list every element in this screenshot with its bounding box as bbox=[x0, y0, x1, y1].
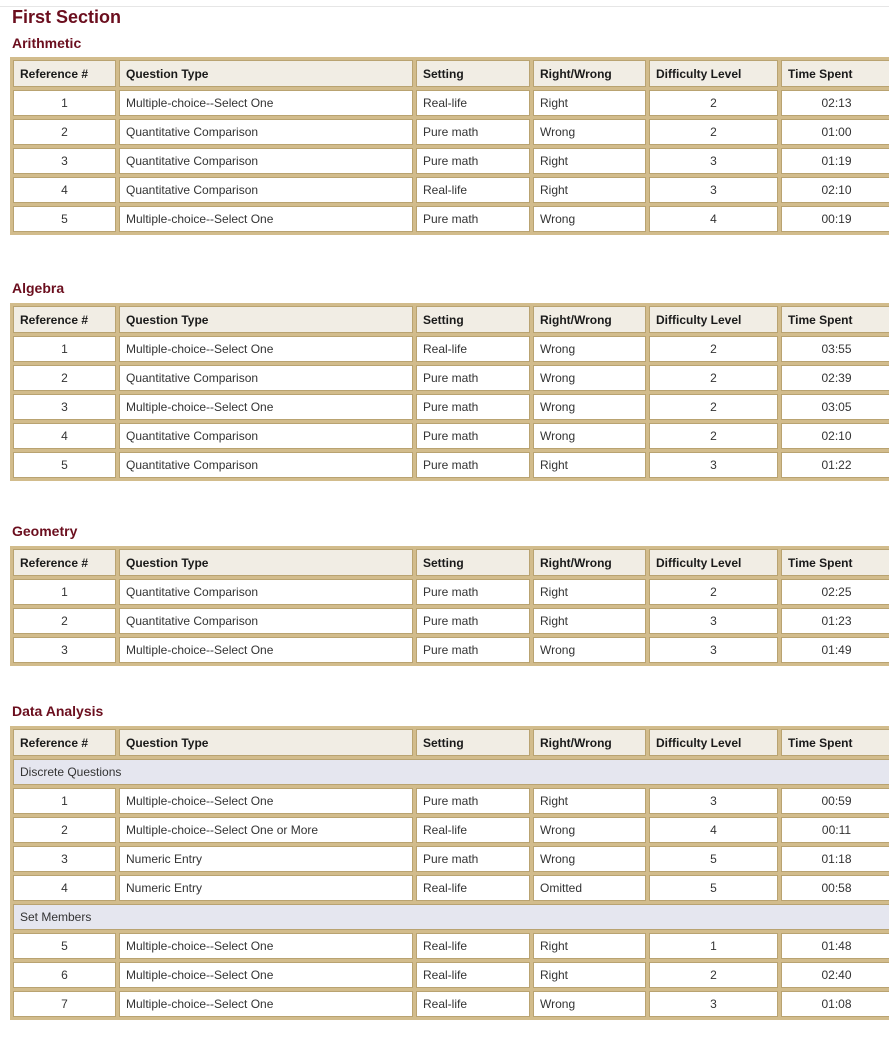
cell-difficulty: 4 bbox=[649, 817, 778, 843]
cell-reference: 1 bbox=[13, 336, 116, 362]
cell-reference: 7 bbox=[13, 991, 116, 1017]
cell-question-type: Multiple-choice--Select One or More bbox=[119, 817, 413, 843]
cell-question-type: Multiple-choice--Select One bbox=[119, 933, 413, 959]
cell-setting: Pure math bbox=[416, 423, 530, 449]
cell-reference: 3 bbox=[13, 637, 116, 663]
cell-question-type: Multiple-choice--Select One bbox=[119, 336, 413, 362]
table-row bbox=[13, 788, 889, 814]
cell-question-type: Numeric Entry bbox=[119, 875, 413, 901]
cell-time-spent: 02:39 bbox=[781, 365, 889, 391]
cell-difficulty: 2 bbox=[649, 394, 778, 420]
cell-setting: Real-life bbox=[416, 991, 530, 1017]
column-header-question-type: Question Type bbox=[119, 306, 413, 333]
cell-right-wrong: Right bbox=[533, 933, 646, 959]
cell-reference: 6 bbox=[13, 962, 116, 988]
cell-reference: 5 bbox=[13, 206, 116, 232]
cell-right-wrong: Wrong bbox=[533, 394, 646, 420]
cell-question-type: Multiple-choice--Select One bbox=[119, 788, 413, 814]
cell-difficulty: 3 bbox=[649, 177, 778, 203]
column-header-setting: Setting bbox=[416, 306, 530, 333]
cell-reference: 3 bbox=[13, 148, 116, 174]
cell-time-spent: 01:22 bbox=[781, 452, 889, 478]
cell-time-spent: 00:11 bbox=[781, 817, 889, 843]
column-header-difficulty: Difficulty Level bbox=[649, 729, 778, 756]
cell-setting: Pure math bbox=[416, 394, 530, 420]
cell-time-spent: 00:59 bbox=[781, 788, 889, 814]
table-row bbox=[13, 875, 889, 901]
cell-right-wrong: Omitted bbox=[533, 875, 646, 901]
cell-right-wrong: Wrong bbox=[533, 119, 646, 145]
cell-time-spent: 01:48 bbox=[781, 933, 889, 959]
cell-question-type: Multiple-choice--Select One bbox=[119, 206, 413, 232]
cell-time-spent: 02:40 bbox=[781, 962, 889, 988]
cell-setting: Real-life bbox=[416, 90, 530, 116]
column-header-right-wrong: Right/Wrong bbox=[533, 549, 646, 576]
column-header-right-wrong: Right/Wrong bbox=[533, 729, 646, 756]
cell-setting: Real-life bbox=[416, 933, 530, 959]
table-row bbox=[13, 206, 889, 232]
cell-question-type: Multiple-choice--Select One bbox=[119, 394, 413, 420]
cell-right-wrong: Right bbox=[533, 452, 646, 478]
table-row bbox=[13, 148, 889, 174]
cell-setting: Pure math bbox=[416, 206, 530, 232]
column-header-time-spent: Time Spent bbox=[781, 549, 889, 576]
cell-question-type: Multiple-choice--Select One bbox=[119, 991, 413, 1017]
results-table-arithmetic bbox=[10, 57, 889, 235]
cell-time-spent: 01:49 bbox=[781, 637, 889, 663]
cell-difficulty: 5 bbox=[649, 875, 778, 901]
column-header-question-type: Question Type bbox=[119, 549, 413, 576]
table-row bbox=[13, 817, 889, 843]
group-label: Set Members bbox=[13, 904, 889, 930]
cell-difficulty: 2 bbox=[649, 336, 778, 362]
column-header-setting: Setting bbox=[416, 60, 530, 87]
table-row bbox=[13, 365, 889, 391]
cell-right-wrong: Wrong bbox=[533, 817, 646, 843]
table-row bbox=[13, 90, 889, 116]
cell-time-spent: 01:00 bbox=[781, 119, 889, 145]
cell-reference: 4 bbox=[13, 177, 116, 203]
cell-time-spent: 02:10 bbox=[781, 423, 889, 449]
group-row bbox=[13, 904, 889, 930]
cell-time-spent: 01:08 bbox=[781, 991, 889, 1017]
table-row bbox=[13, 579, 889, 605]
cell-question-type: Quantitative Comparison bbox=[119, 148, 413, 174]
cell-reference: 5 bbox=[13, 452, 116, 478]
cell-question-type: Quantitative Comparison bbox=[119, 119, 413, 145]
cell-reference: 2 bbox=[13, 817, 116, 843]
top-divider bbox=[0, 0, 889, 7]
cell-difficulty: 3 bbox=[649, 637, 778, 663]
column-header-question-type: Question Type bbox=[119, 729, 413, 756]
cell-question-type: Numeric Entry bbox=[119, 846, 413, 872]
cell-time-spent: 01:23 bbox=[781, 608, 889, 634]
cell-setting: Real-life bbox=[416, 177, 530, 203]
table-header-row bbox=[13, 306, 889, 333]
cell-setting: Pure math bbox=[416, 788, 530, 814]
group-row bbox=[13, 759, 889, 785]
table-row bbox=[13, 119, 889, 145]
cell-time-spent: 02:10 bbox=[781, 177, 889, 203]
cell-difficulty: 2 bbox=[649, 579, 778, 605]
cell-right-wrong: Wrong bbox=[533, 206, 646, 232]
column-header-time-spent: Time Spent bbox=[781, 729, 889, 756]
section-title: First Section bbox=[12, 7, 122, 27]
cell-time-spent: 02:25 bbox=[781, 579, 889, 605]
table-header-row bbox=[13, 729, 889, 756]
cell-reference: 1 bbox=[13, 788, 116, 814]
table-row bbox=[13, 846, 889, 872]
column-header-reference: Reference # bbox=[13, 306, 116, 333]
category-title-data-analysis: Data Analysis bbox=[12, 703, 104, 719]
cell-right-wrong: Wrong bbox=[533, 637, 646, 663]
column-header-difficulty: Difficulty Level bbox=[649, 306, 778, 333]
cell-right-wrong: Right bbox=[533, 177, 646, 203]
column-header-question-type: Question Type bbox=[119, 60, 413, 87]
cell-question-type: Quantitative Comparison bbox=[119, 365, 413, 391]
column-header-difficulty: Difficulty Level bbox=[649, 60, 778, 87]
cell-setting: Pure math bbox=[416, 119, 530, 145]
cell-difficulty: 2 bbox=[649, 119, 778, 145]
cell-time-spent: 02:13 bbox=[781, 90, 889, 116]
cell-setting: Pure math bbox=[416, 579, 530, 605]
cell-question-type: Multiple-choice--Select One bbox=[119, 962, 413, 988]
column-header-reference: Reference # bbox=[13, 729, 116, 756]
cell-question-type: Quantitative Comparison bbox=[119, 608, 413, 634]
column-header-right-wrong: Right/Wrong bbox=[533, 306, 646, 333]
cell-right-wrong: Wrong bbox=[533, 365, 646, 391]
cell-right-wrong: Wrong bbox=[533, 423, 646, 449]
column-header-setting: Setting bbox=[416, 549, 530, 576]
table-row bbox=[13, 637, 889, 663]
cell-difficulty: 4 bbox=[649, 206, 778, 232]
column-header-setting: Setting bbox=[416, 729, 530, 756]
cell-time-spent: 00:58 bbox=[781, 875, 889, 901]
cell-time-spent: 03:55 bbox=[781, 336, 889, 362]
cell-right-wrong: Right bbox=[533, 788, 646, 814]
table-row bbox=[13, 423, 889, 449]
cell-time-spent: 01:19 bbox=[781, 148, 889, 174]
column-header-difficulty: Difficulty Level bbox=[649, 549, 778, 576]
cell-right-wrong: Right bbox=[533, 90, 646, 116]
cell-question-type: Quantitative Comparison bbox=[119, 423, 413, 449]
cell-reference: 3 bbox=[13, 394, 116, 420]
table-row bbox=[13, 962, 889, 988]
cell-setting: Pure math bbox=[416, 365, 530, 391]
cell-question-type: Quantitative Comparison bbox=[119, 177, 413, 203]
table-header-row bbox=[13, 60, 889, 87]
group-label: Discrete Questions bbox=[13, 759, 889, 785]
results-table-algebra bbox=[10, 303, 889, 481]
cell-reference: 5 bbox=[13, 933, 116, 959]
cell-time-spent: 01:18 bbox=[781, 846, 889, 872]
column-header-time-spent: Time Spent bbox=[781, 306, 889, 333]
table-row bbox=[13, 933, 889, 959]
cell-right-wrong: Right bbox=[533, 608, 646, 634]
cell-reference: 2 bbox=[13, 608, 116, 634]
column-header-reference: Reference # bbox=[13, 549, 116, 576]
cell-right-wrong: Right bbox=[533, 148, 646, 174]
cell-setting: Pure math bbox=[416, 637, 530, 663]
cell-setting: Real-life bbox=[416, 817, 530, 843]
cell-difficulty: 2 bbox=[649, 365, 778, 391]
cell-difficulty: 3 bbox=[649, 148, 778, 174]
cell-setting: Real-life bbox=[416, 875, 530, 901]
cell-reference: 3 bbox=[13, 846, 116, 872]
cell-setting: Real-life bbox=[416, 336, 530, 362]
cell-reference: 2 bbox=[13, 119, 116, 145]
cell-question-type: Quantitative Comparison bbox=[119, 452, 413, 478]
cell-reference: 2 bbox=[13, 365, 116, 391]
table-row bbox=[13, 608, 889, 634]
results-table-data-analysis bbox=[10, 726, 889, 1020]
cell-right-wrong: Right bbox=[533, 962, 646, 988]
cell-setting: Pure math bbox=[416, 148, 530, 174]
cell-right-wrong: Right bbox=[533, 579, 646, 605]
table-row bbox=[13, 177, 889, 203]
cell-difficulty: 3 bbox=[649, 452, 778, 478]
cell-reference: 1 bbox=[13, 90, 116, 116]
table-row bbox=[13, 452, 889, 478]
cell-difficulty: 1 bbox=[649, 933, 778, 959]
column-header-right-wrong: Right/Wrong bbox=[533, 60, 646, 87]
cell-question-type: Multiple-choice--Select One bbox=[119, 637, 413, 663]
column-header-time-spent: Time Spent bbox=[781, 60, 889, 87]
table-row bbox=[13, 991, 889, 1017]
cell-difficulty: 2 bbox=[649, 90, 778, 116]
cell-setting: Pure math bbox=[416, 608, 530, 634]
cell-time-spent: 00:19 bbox=[781, 206, 889, 232]
cell-setting: Pure math bbox=[416, 846, 530, 872]
cell-setting: Real-life bbox=[416, 962, 530, 988]
category-title-geometry: Geometry bbox=[12, 523, 78, 539]
cell-reference: 4 bbox=[13, 875, 116, 901]
results-table-geometry bbox=[10, 546, 889, 666]
cell-right-wrong: Wrong bbox=[533, 336, 646, 362]
table-row bbox=[13, 336, 889, 362]
column-header-reference: Reference # bbox=[13, 60, 116, 87]
table-row bbox=[13, 394, 889, 420]
cell-difficulty: 3 bbox=[649, 788, 778, 814]
cell-question-type: Multiple-choice--Select One bbox=[119, 90, 413, 116]
cell-right-wrong: Wrong bbox=[533, 991, 646, 1017]
cell-difficulty: 2 bbox=[649, 423, 778, 449]
cell-right-wrong: Wrong bbox=[533, 846, 646, 872]
cell-difficulty: 3 bbox=[649, 991, 778, 1017]
category-title-arithmetic: Arithmetic bbox=[12, 35, 82, 51]
category-title-algebra: Algebra bbox=[12, 280, 65, 296]
cell-reference: 1 bbox=[13, 579, 116, 605]
cell-difficulty: 5 bbox=[649, 846, 778, 872]
cell-difficulty: 2 bbox=[649, 962, 778, 988]
cell-time-spent: 03:05 bbox=[781, 394, 889, 420]
cell-setting: Pure math bbox=[416, 452, 530, 478]
table-header-row bbox=[13, 549, 889, 576]
cell-reference: 4 bbox=[13, 423, 116, 449]
cell-difficulty: 3 bbox=[649, 608, 778, 634]
cell-question-type: Quantitative Comparison bbox=[119, 579, 413, 605]
